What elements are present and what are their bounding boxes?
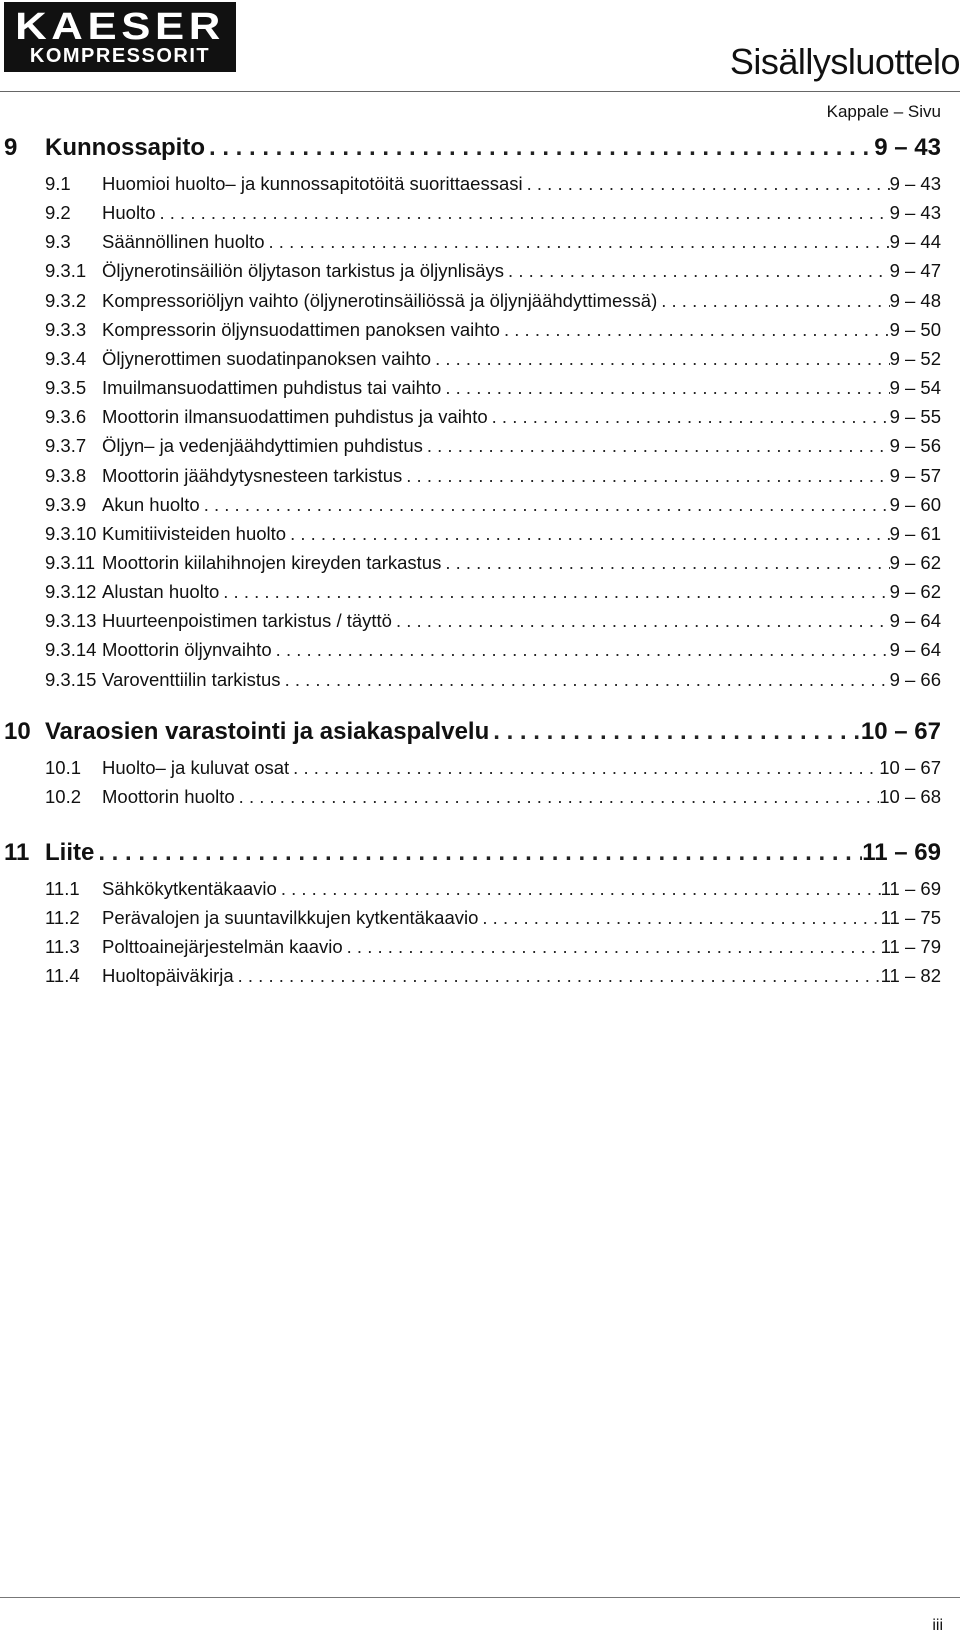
toc-entry[interactable]	[0, 907, 960, 937]
toc-entry[interactable]	[0, 435, 960, 465]
toc-entry[interactable]	[0, 552, 960, 582]
entry-number: 11.4	[45, 965, 80, 986]
dot-leader	[272, 639, 890, 661]
dot-leader	[392, 610, 890, 632]
dot-leader	[286, 523, 889, 545]
entry-page: 9 – 48	[889, 290, 941, 311]
entry-number: 9.3.3	[45, 319, 87, 340]
dot-leader	[94, 839, 862, 867]
entry-title: Moottorin ilmansuodattimen puhdistus ja vaihto	[102, 406, 488, 427]
dot-leader	[277, 878, 881, 900]
entry-page: 10 – 68	[879, 786, 941, 807]
toc-entry[interactable]	[0, 260, 960, 290]
dot-leader	[488, 406, 890, 428]
entry-number: 11.2	[45, 907, 80, 928]
entry-title: Kompressoriöljyn vaihto (öljynerotinsäiliössä ja öljynjäähdyttimessä)	[102, 290, 658, 311]
dot-leader	[235, 786, 880, 808]
toc-entry[interactable]	[0, 377, 960, 407]
entry-page: 9 – 61	[889, 523, 941, 544]
dot-leader	[423, 435, 890, 457]
entry-number: 10.2	[45, 786, 82, 807]
entry-title: Sähkökytkentäkaavio	[102, 878, 277, 899]
entry-title: Perävalojen ja suuntavilkkujen kytkentäkaavio	[102, 907, 479, 928]
dot-leader	[200, 494, 890, 516]
entry-title: Öljyn– ja vedenjäähdyttimien puhdistus	[102, 435, 423, 456]
toc-entry[interactable]	[0, 406, 960, 436]
chapter-title: Liite	[45, 839, 95, 866]
logo-subtitle: KOMPRESSORIT	[29, 45, 211, 67]
chapter-page: 11 – 69	[862, 839, 941, 866]
toc-chapter[interactable]	[0, 718, 960, 752]
page-title: Sisällysluottelo	[729, 41, 960, 82]
entry-title: Huurteenpoistimen tarkistus / täyttö	[102, 610, 392, 631]
entry-number: 10.1	[45, 757, 82, 778]
toc-entry[interactable]	[0, 231, 960, 261]
footer-divider	[0, 1597, 960, 1598]
toc-entry[interactable]	[0, 639, 960, 669]
toc-entry[interactable]	[0, 936, 960, 966]
entry-number: 9.3.12	[45, 581, 97, 602]
toc-entry[interactable]	[0, 610, 960, 640]
entry-number: 9.3.4	[45, 348, 87, 369]
entry-number: 9.3.9	[45, 494, 87, 515]
toc-entry[interactable]	[0, 878, 960, 908]
chapter-page: 9 – 43	[874, 134, 941, 161]
toc-chapter[interactable]	[0, 839, 960, 873]
entry-title: Öljynerottimen suodatinpanoksen vaihto	[102, 348, 432, 369]
entry-page: 9 – 55	[889, 406, 941, 427]
entry-number: 9.3.1	[45, 260, 87, 281]
dot-leader	[343, 936, 881, 958]
entry-title: Huolto	[102, 202, 156, 223]
entry-title: Moottorin huolto	[102, 786, 235, 807]
entry-page: 9 – 60	[889, 494, 941, 515]
entry-title: Huolto– ja kuluvat osat	[102, 757, 290, 778]
dot-leader	[155, 202, 889, 224]
entry-number: 9.3.5	[45, 377, 87, 398]
dot-leader	[205, 134, 874, 162]
entry-number: 9.3.11	[45, 552, 96, 573]
entry-title: Huoltopäiväkirja	[102, 965, 234, 986]
dot-leader	[504, 260, 890, 282]
entry-title: Polttoainejärjestelmän kaavio	[102, 936, 343, 957]
dot-leader	[289, 757, 879, 779]
entry-number: 9.1	[45, 173, 71, 194]
entry-page: 9 – 62	[889, 581, 941, 602]
toc-entry[interactable]	[0, 465, 960, 495]
logo-brand: KAESER	[15, 6, 225, 48]
entry-number: 9.3.14	[45, 639, 97, 660]
entry-page: 11 – 75	[880, 907, 941, 928]
entry-title: Moottorin kiilahihnojen kireyden tarkastus	[102, 552, 442, 573]
entry-number: 9.3.15	[45, 669, 97, 690]
dot-leader	[657, 290, 889, 312]
toc-entry[interactable]	[0, 581, 960, 611]
entry-page: 9 – 64	[889, 639, 941, 660]
dot-leader	[265, 231, 890, 253]
toc-entry[interactable]	[0, 319, 960, 349]
entry-number: 11.1	[45, 878, 80, 899]
entry-title: Imuilmansuodattimen puhdistus tai vaihto	[102, 377, 442, 398]
dot-leader	[441, 377, 889, 399]
toc-entry[interactable]	[0, 669, 960, 699]
chapter-title: Kunnossapito	[45, 134, 205, 161]
dot-leader	[523, 173, 890, 195]
toc-entry[interactable]	[0, 290, 960, 320]
entry-number: 9.3.10	[45, 523, 97, 544]
entry-page: 9 – 43	[889, 173, 941, 194]
entry-number: 9.3.6	[45, 406, 87, 427]
header-divider	[0, 91, 960, 92]
entry-title: Öljynerotinsäiliön öljytason tarkistus ja öljynlisäys	[102, 260, 505, 281]
toc-entry[interactable]	[0, 757, 960, 787]
chapter-number: 10	[4, 718, 31, 745]
entry-number: 9.2	[45, 202, 71, 223]
toc-entry[interactable]	[0, 786, 960, 816]
toc-entry[interactable]	[0, 523, 960, 553]
chapter-page: 10 – 67	[860, 718, 941, 745]
chapter-number: 9	[4, 134, 18, 161]
entry-title: Kumitiivisteiden huolto	[102, 523, 287, 544]
entry-title: Kompressorin öljynsuodattimen panoksen vaihto	[102, 319, 500, 340]
entry-page: 9 – 62	[889, 552, 941, 573]
entry-page: 9 – 57	[889, 465, 941, 486]
entry-title: Varoventtiilin tarkistus	[102, 669, 281, 690]
dot-leader	[234, 965, 881, 987]
toc-entry[interactable]	[0, 494, 960, 524]
entry-title: Säännöllinen huolto	[102, 231, 265, 252]
dot-leader	[281, 669, 890, 691]
toc-entry[interactable]	[0, 965, 960, 995]
entry-title: Moottorin öljynvaihto	[102, 639, 272, 660]
dot-leader	[441, 552, 889, 574]
column-heading: Kappale – Sivu	[826, 102, 941, 121]
entry-page: 9 – 52	[889, 348, 941, 369]
dot-leader	[219, 581, 889, 603]
dot-leader	[478, 907, 880, 929]
entry-page: 9 – 64	[889, 610, 941, 631]
entry-page: 11 – 82	[880, 965, 941, 986]
entry-title: Akun huolto	[102, 494, 200, 515]
chapter-title: Varaosien varastointi ja asiakaspalvelu	[45, 718, 490, 745]
entry-number: 9.3.13	[45, 610, 97, 631]
entry-title: Alustan huolto	[102, 581, 220, 602]
entry-page: 11 – 79	[880, 936, 941, 957]
toc-chapter[interactable]	[0, 134, 960, 168]
entry-page: 10 – 67	[879, 757, 941, 778]
entry-page: 11 – 69	[880, 878, 941, 899]
entry-page: 9 – 50	[889, 319, 941, 340]
entry-page: 9 – 47	[889, 260, 941, 281]
entry-page: 9 – 66	[889, 669, 941, 690]
entry-page: 9 – 44	[889, 231, 941, 252]
entry-title: Moottorin jäähdytysnesteen tarkistus	[102, 465, 403, 486]
toc-entry[interactable]	[0, 173, 960, 203]
chapter-number: 11	[4, 839, 30, 866]
entry-title: Huomioi huolto– ja kunnossapitotöitä suorittaessasi	[102, 173, 523, 194]
entry-number: 9.3	[45, 231, 71, 252]
entry-number: 11.3	[45, 936, 80, 957]
kaeser-logo	[4, 2, 236, 72]
dot-leader	[431, 348, 889, 370]
page-number: iii	[932, 1617, 943, 1634]
dot-leader	[402, 465, 889, 487]
entry-page: 9 – 56	[889, 435, 941, 456]
toc-entry[interactable]	[0, 202, 960, 232]
dot-leader	[500, 319, 890, 341]
dot-leader	[489, 718, 861, 746]
entry-number: 9.3.2	[45, 290, 87, 311]
entry-number: 9.3.7	[45, 435, 87, 456]
toc-entry[interactable]	[0, 348, 960, 378]
entry-page: 9 – 54	[889, 377, 941, 398]
entry-page: 9 – 43	[889, 202, 941, 223]
entry-number: 9.3.8	[45, 465, 87, 486]
